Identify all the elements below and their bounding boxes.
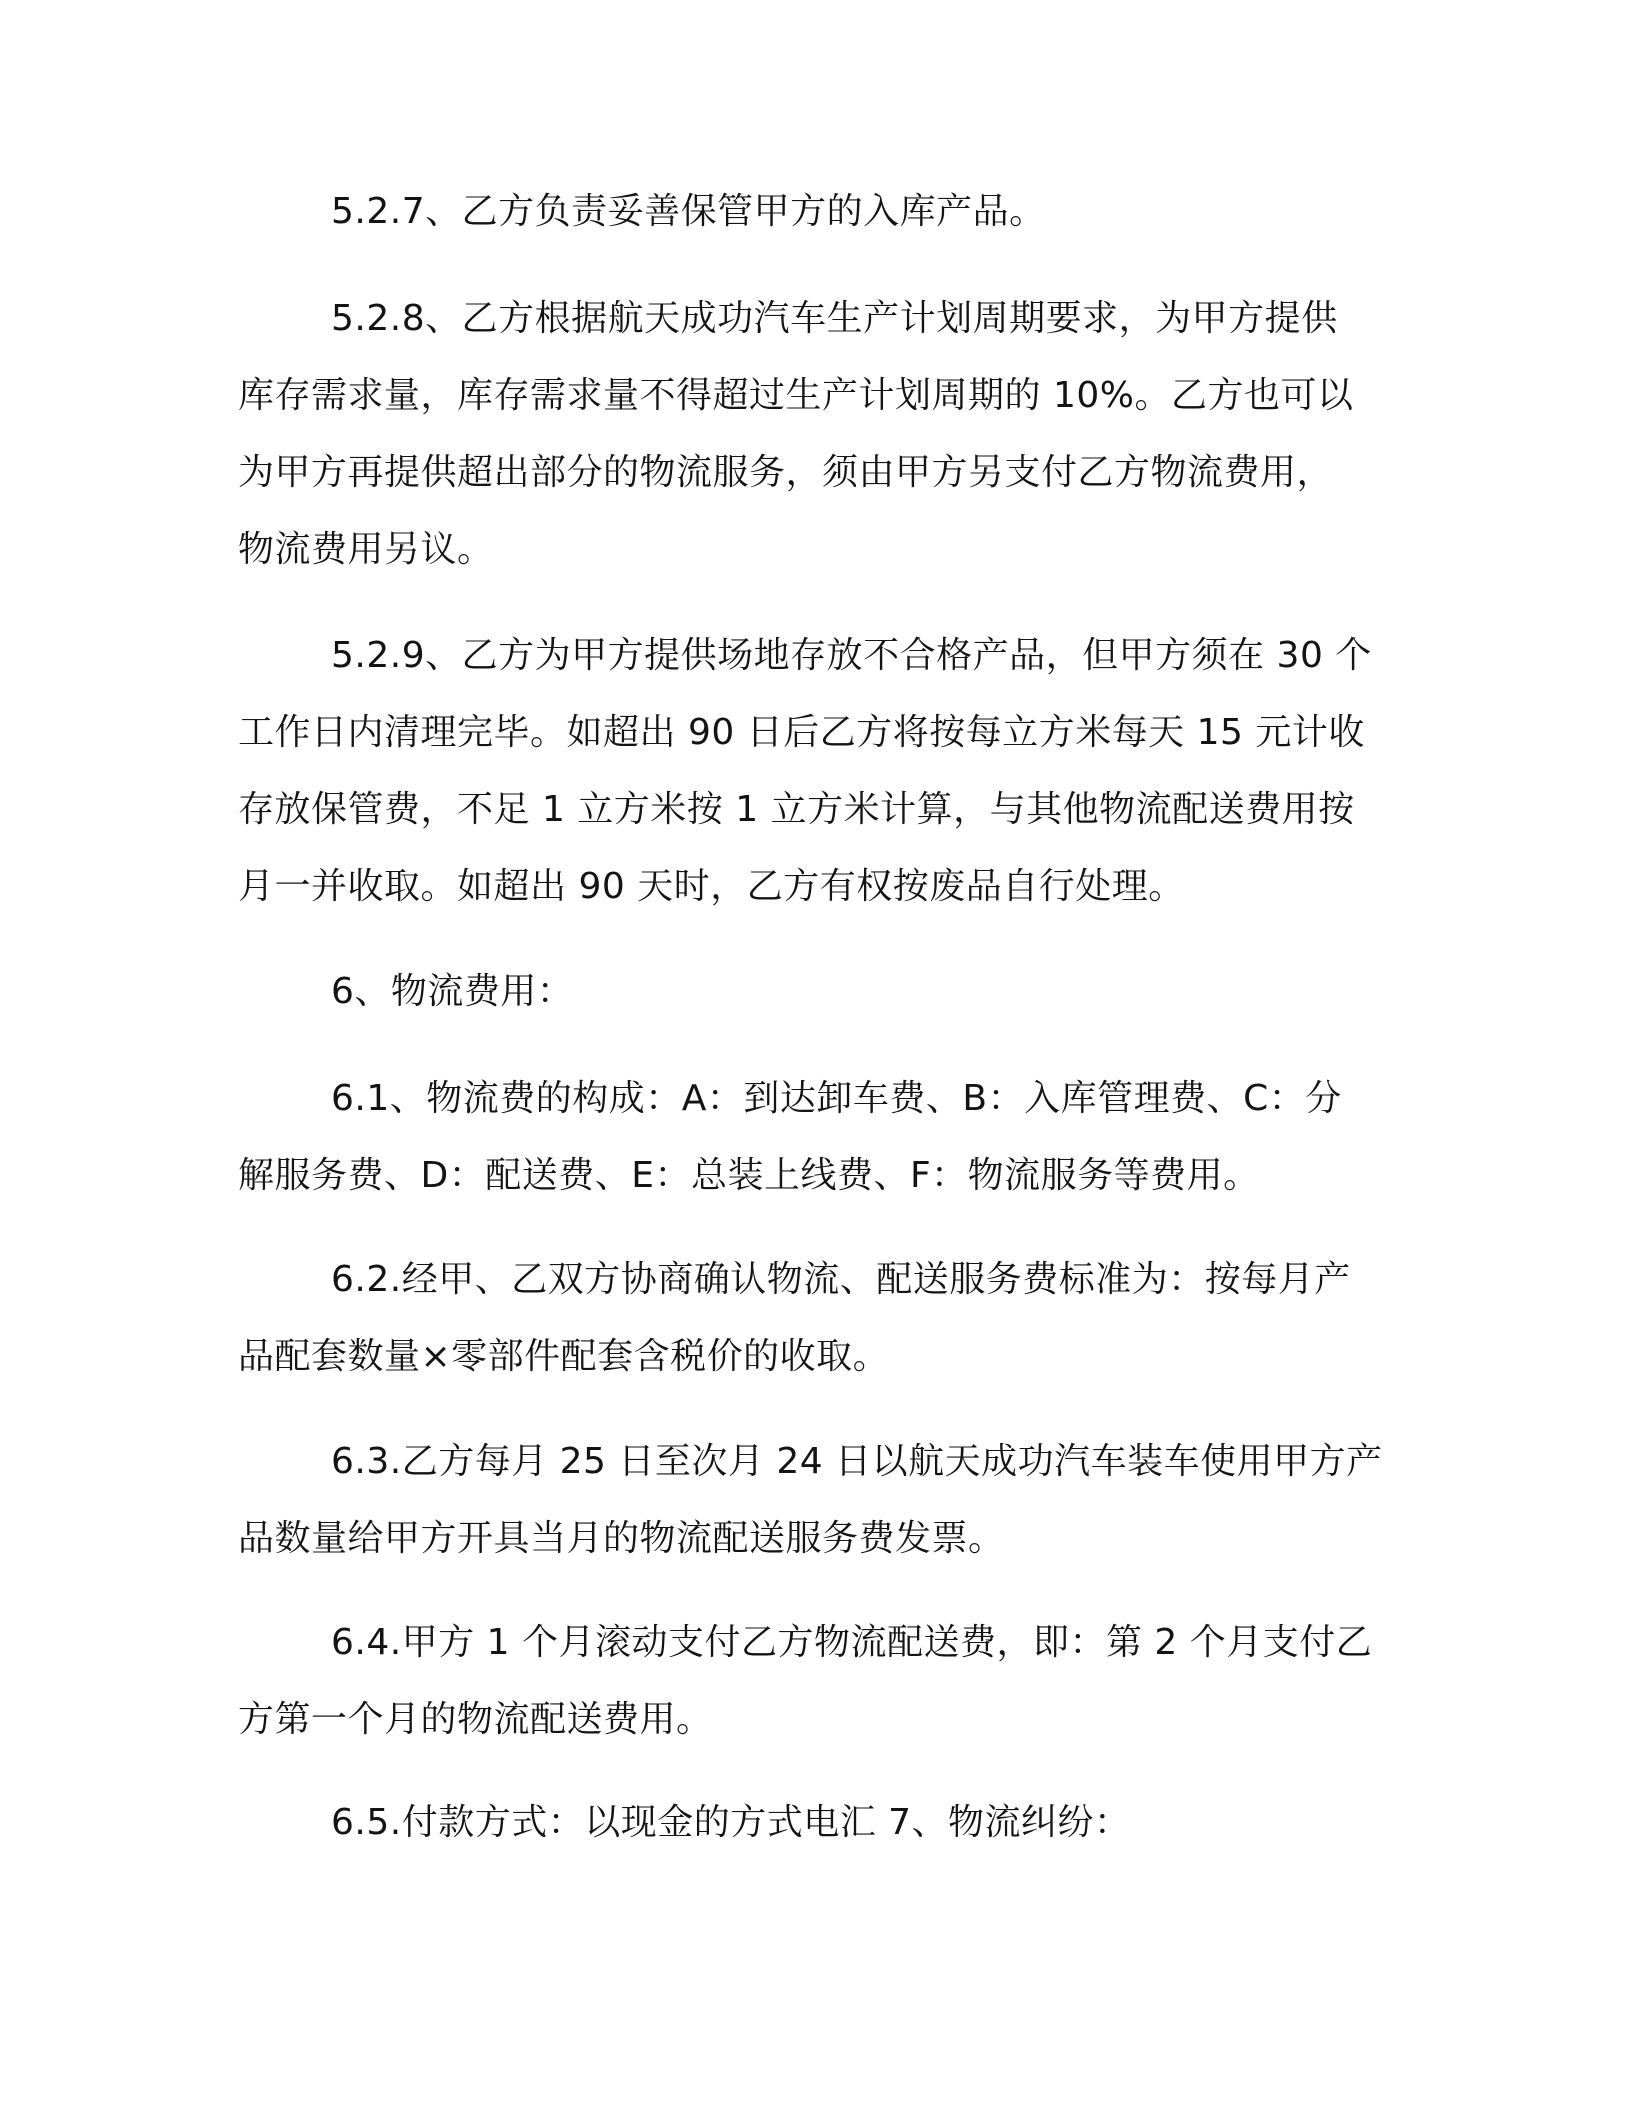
paragraph-6-4-line-1: 6.4.甲方 1 个月滚动支付乙方物流配送费，即：第 2 个月支付乙: [331, 1622, 1373, 1663]
paragraph-5-2-8-line-1: 5.2.8、乙方根据航天成功汽车生产计划周期要求，为甲方提供: [331, 298, 1338, 339]
paragraph-5-2-9-line-1: 5.2.9、乙方为甲方提供场地存放不合格产品，但甲方须在 30 个: [331, 635, 1372, 676]
paragraph-5-2-9-line-2: 工作日内清理完毕。如超出 90 日后乙方将按每立方米每天 15 元计收: [238, 712, 1365, 753]
paragraph-6-4-line-2: 方第一个月的物流配送费用。: [238, 1699, 713, 1740]
paragraph-5-2-9-line-4: 月一并收取。如超出 90 天时，乙方有权按废品自行处理。: [238, 866, 1185, 907]
paragraph-5-2-7-line-1: 5.2.7、乙方负责妥善保管甲方的入库产品。: [331, 191, 1046, 232]
paragraph-6-5-line-1: 6.5.付款方式：以现金的方式电汇 7、物流纠纷：: [331, 1802, 1131, 1843]
paragraph-6-1-line-2: 解服务费、D：配送费、E：总装上线费、F：物流服务等费用。: [238, 1155, 1260, 1196]
paragraph-5-2-8-line-2: 库存需求量，库存需求量不得超过生产计划周期的 10%。乙方也可以: [238, 375, 1354, 416]
section-6-heading: 6、物流费用：: [331, 971, 574, 1012]
paragraph-6-2-line-2: 品配套数量×零部件配套含税价的收取。: [238, 1336, 890, 1377]
paragraph-6-3-line-1: 6.3.乙方每月 25 日至次月 24 日以航天成功汽车装车使用甲方产: [331, 1441, 1383, 1482]
paragraph-6-1-line-1: 6.1、物流费的构成：A：到达卸车费、B：入库管理费、C：分: [331, 1078, 1342, 1119]
paragraph-6-2-line-1: 6.2.经甲、乙双方协商确认物流、配送服务费标准为：按每月产: [331, 1259, 1351, 1300]
paragraph-6-3-line-2: 品数量给甲方开具当月的物流配送服务费发票。: [238, 1518, 1005, 1559]
paragraph-5-2-8-line-4: 物流费用另议。: [238, 529, 494, 570]
paragraph-5-2-8-line-3: 为甲方再提供超出部分的物流服务，须由甲方另支付乙方物流费用，: [238, 452, 1334, 493]
paragraph-5-2-9-line-3: 存放保管费，不足 1 立方米按 1 立方米计算，与其他物流配送费用按: [238, 789, 1355, 830]
